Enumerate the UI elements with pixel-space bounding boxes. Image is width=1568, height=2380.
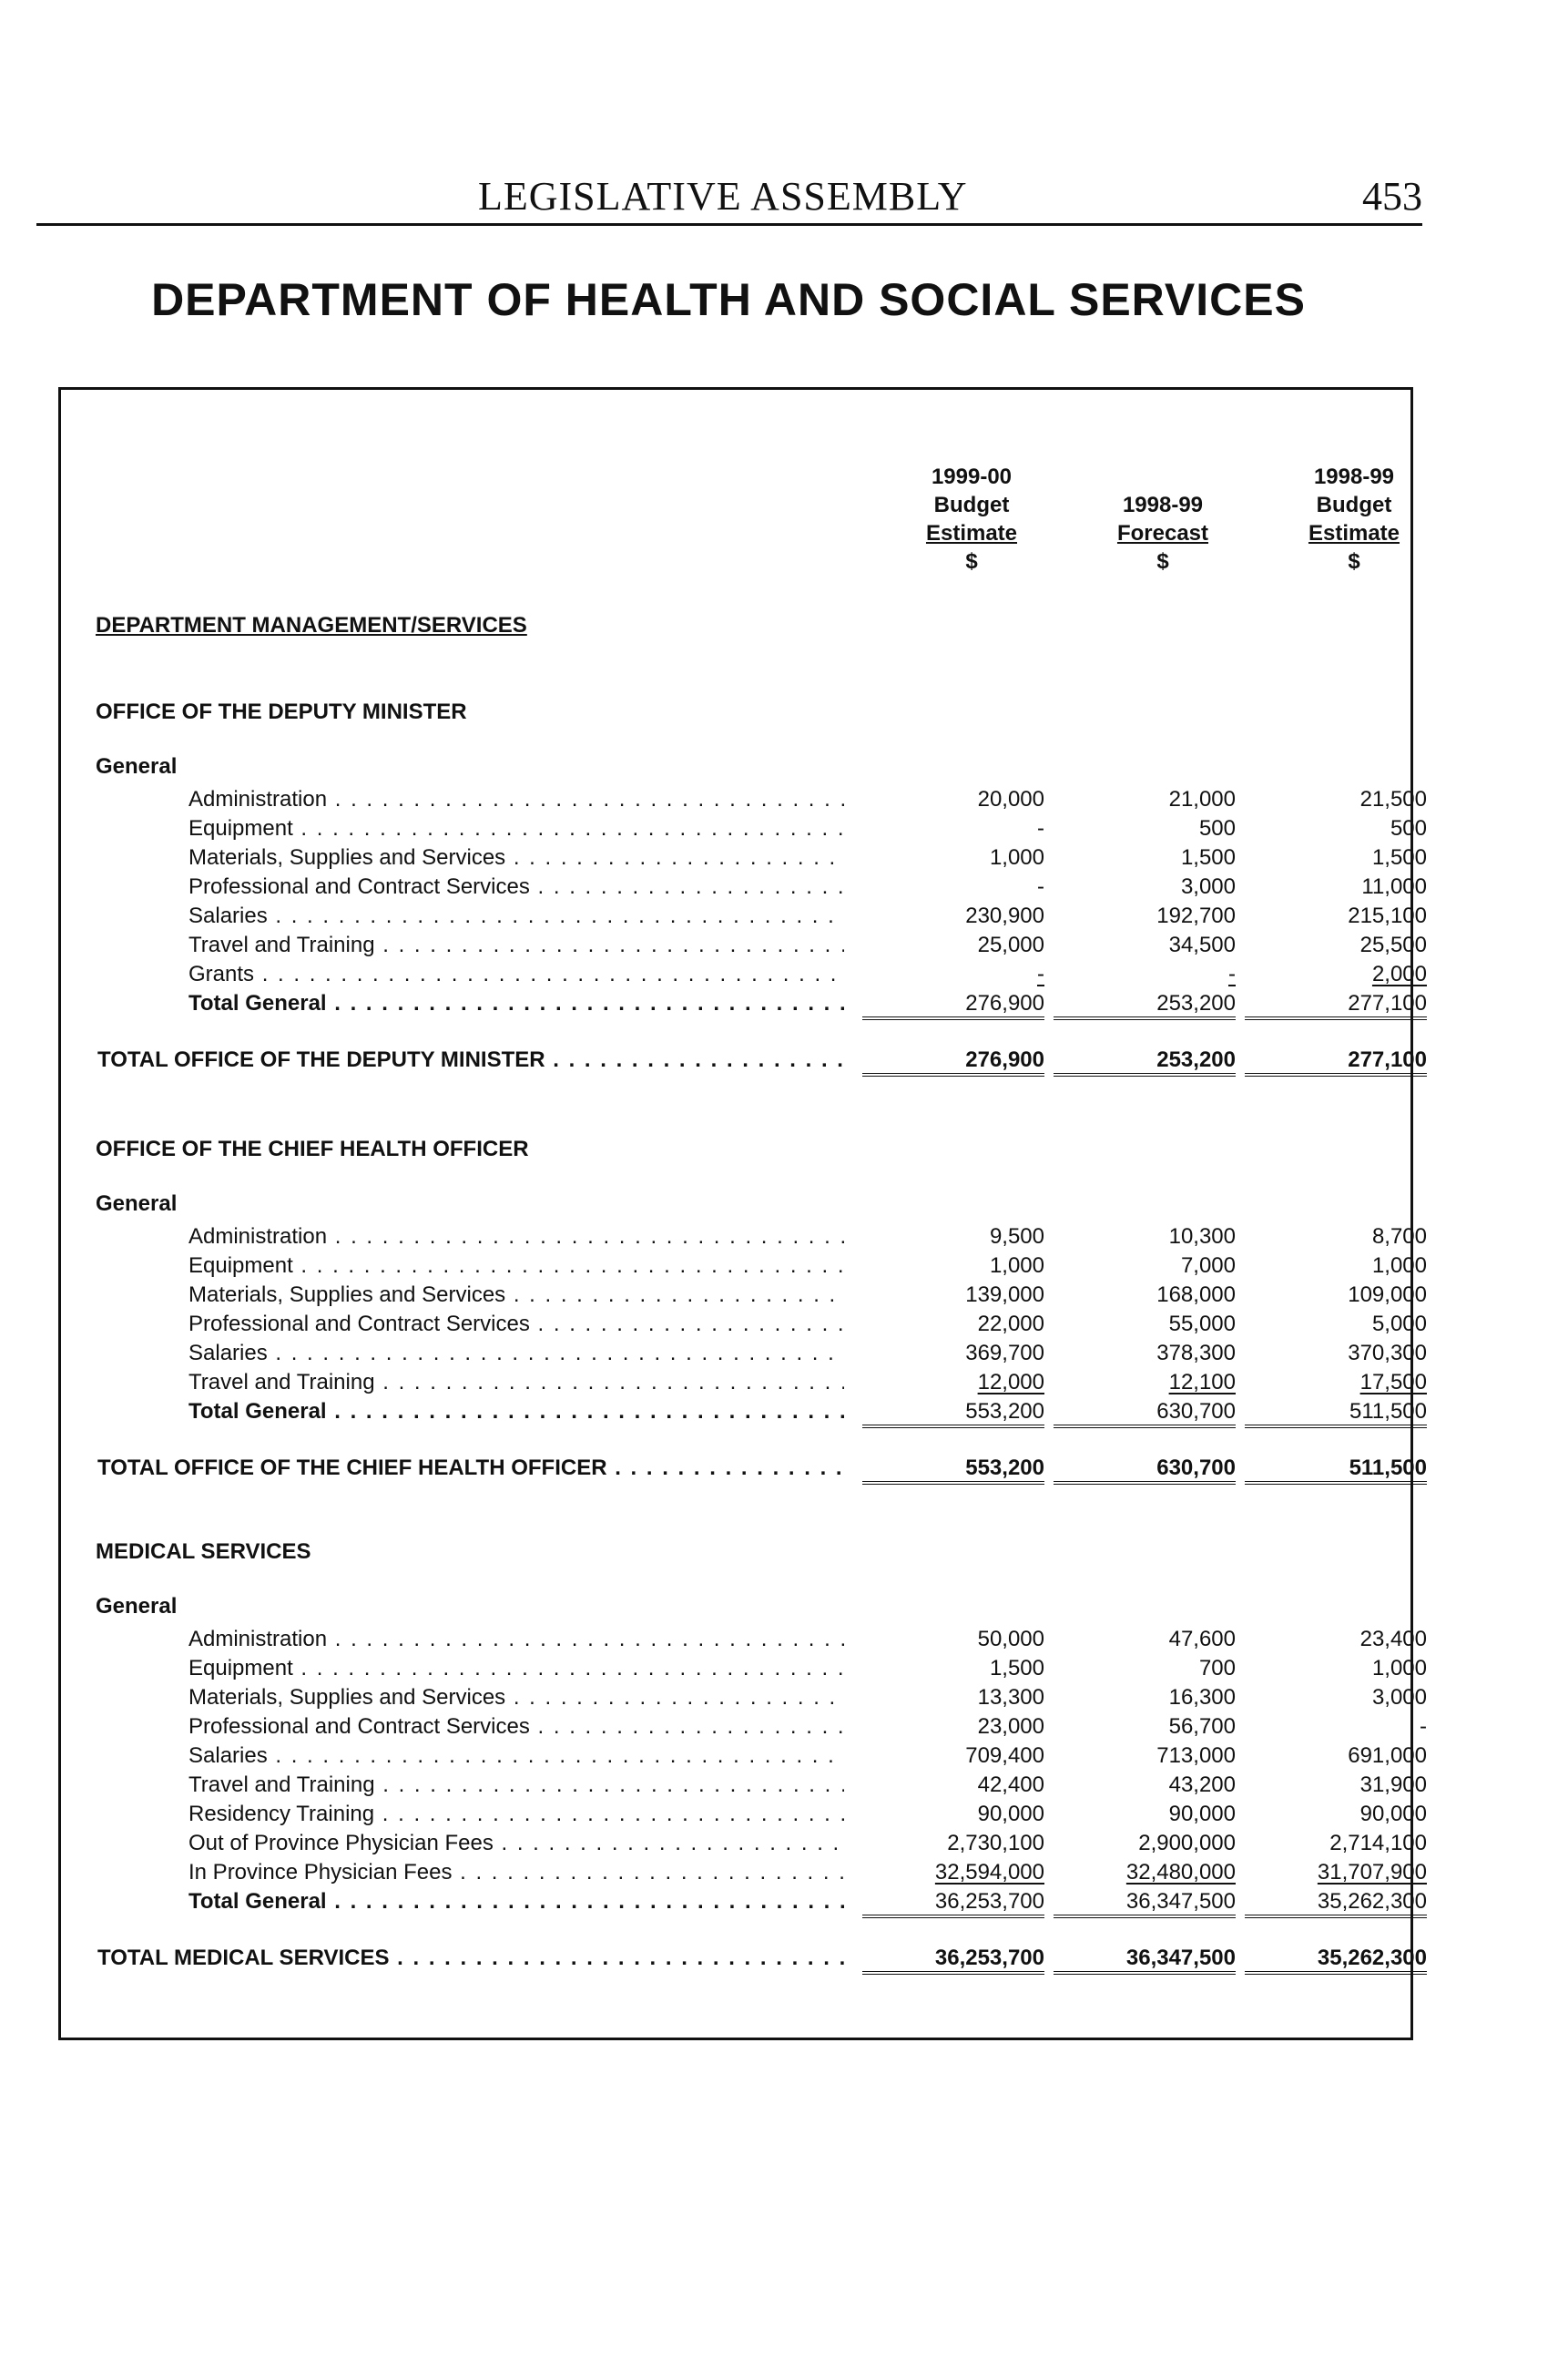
value-1999-00-estimate: 36,253,700 — [862, 1889, 1044, 1918]
value-1998-99-estimate: 109,000 — [1348, 1282, 1427, 1307]
value-1998-99-estimate: - — [1420, 1714, 1427, 1739]
value-1998-99-forecast: 700 — [1198, 1656, 1236, 1680]
value-1998-99-forecast: 36,347,500 — [1054, 1889, 1236, 1918]
table-row — [61, 845, 1427, 874]
value-1999-00-estimate: - — [1037, 816, 1044, 841]
value-1998-99-forecast: 43,200 — [1168, 1772, 1236, 1797]
value-1999-00-estimate: 276,900 — [862, 1047, 1044, 1077]
total-label: TOTAL OFFICE OF THE DEPUTY MINISTER . . . — [97, 1047, 844, 1073]
column-unit: $ — [1348, 549, 1360, 574]
value-1999-00-estimate: 9,500 — [989, 1224, 1044, 1249]
value-1999-00-estimate: 139,000 — [965, 1282, 1044, 1307]
value-1998-99-estimate: 17,500 — [1359, 1370, 1427, 1394]
row-label: In Province Physician Fees . . . — [188, 1860, 844, 1885]
value-1998-99-forecast: 192,700 — [1156, 904, 1236, 928]
value-1998-99-estimate: 35,262,300 — [1245, 1889, 1427, 1918]
table-row — [61, 1772, 1427, 1802]
value-1998-99-forecast: 1,500 — [1180, 845, 1236, 870]
value-1998-99-estimate: 511,500 — [1245, 1456, 1427, 1485]
section-subhead: General — [96, 1594, 178, 1619]
value-1999-00-estimate: - — [1037, 874, 1044, 899]
budget-table-frame — [58, 387, 1427, 2040]
value-1998-99-forecast: 7,000 — [1180, 1253, 1236, 1278]
row-label: Materials, Supplies and Services . . . — [188, 1685, 844, 1711]
table-row — [61, 1831, 1427, 1860]
value-1998-99-estimate: 1,500 — [1371, 845, 1427, 870]
section-title: MEDICAL SERVICES — [96, 1539, 311, 1564]
value-1998-99-forecast: 253,200 — [1054, 991, 1236, 1020]
value-1998-99-estimate: 691,000 — [1348, 1743, 1427, 1768]
value-1999-00-estimate: 369,700 — [965, 1341, 1044, 1365]
column-year: 1999-00 — [931, 465, 1013, 489]
subtotal-row — [61, 991, 1427, 1020]
value-1998-99-estimate: 2,000 — [1371, 962, 1427, 986]
section-total-row — [61, 1047, 1427, 1077]
row-label: Professional and Contract Services . . . — [188, 874, 844, 900]
value-1999-00-estimate: 709,400 — [965, 1743, 1044, 1768]
value-1999-00-estimate: 1,000 — [989, 845, 1044, 870]
value-1999-00-estimate: 1,000 — [989, 1253, 1044, 1278]
row-label: Salaries . . . — [188, 904, 844, 929]
section-total-row — [61, 1946, 1427, 1975]
table-row — [61, 1312, 1427, 1341]
table-row — [61, 933, 1427, 962]
column-unit: $ — [965, 549, 978, 574]
value-1998-99-forecast: 36,347,500 — [1054, 1946, 1236, 1975]
value-1999-00-estimate: 553,200 — [862, 1399, 1044, 1428]
row-label: Total General . . . — [188, 1399, 844, 1425]
value-1999-00-estimate: 13,300 — [977, 1685, 1044, 1710]
value-1998-99-estimate: 8,700 — [1371, 1224, 1427, 1249]
value-1998-99-estimate: 1,000 — [1371, 1656, 1427, 1680]
table-row — [61, 1802, 1427, 1831]
table-row — [61, 1224, 1427, 1253]
row-label: Materials, Supplies and Services . . . — [188, 1282, 844, 1308]
value-1999-00-estimate: 20,000 — [977, 787, 1044, 812]
value-1998-99-forecast: 168,000 — [1156, 1282, 1236, 1307]
table-row — [61, 1253, 1427, 1282]
value-1998-99-estimate: 2,714,100 — [1329, 1831, 1427, 1855]
value-1999-00-estimate: 25,000 — [977, 933, 1044, 957]
subtotal-row — [61, 1889, 1427, 1918]
row-label: Professional and Contract Services . . . — [188, 1312, 844, 1337]
value-1998-99-forecast: 3,000 — [1180, 874, 1236, 899]
row-label: Equipment . . . — [188, 1253, 844, 1279]
section-title: OFFICE OF THE CHIEF HEALTH OFFICER — [96, 1137, 529, 1161]
column-header-3 — [1245, 463, 1463, 576]
value-1998-99-forecast: 378,300 — [1156, 1341, 1236, 1365]
table-row — [61, 1282, 1427, 1312]
value-1998-99-forecast: 90,000 — [1168, 1802, 1236, 1826]
value-1998-99-forecast: 253,200 — [1054, 1047, 1236, 1077]
table-row — [61, 816, 1427, 845]
column-header-1 — [862, 463, 1081, 576]
value-1998-99-estimate: 500 — [1390, 816, 1427, 841]
value-1998-99-forecast: 32,480,000 — [1125, 1860, 1236, 1885]
value-1998-99-forecast: 10,300 — [1168, 1224, 1236, 1249]
value-1999-00-estimate: 1,500 — [989, 1656, 1044, 1680]
table-row — [61, 1743, 1427, 1772]
value-1998-99-forecast: 56,700 — [1168, 1714, 1236, 1739]
value-1998-99-estimate: 3,000 — [1371, 1685, 1427, 1710]
column-year: 1998-99 — [1122, 493, 1204, 517]
table-row — [61, 1656, 1427, 1685]
row-label: Travel and Training . . . — [188, 933, 844, 958]
subtotal-row — [61, 1399, 1427, 1428]
total-label: TOTAL OFFICE OF THE CHIEF HEALTH OFFICER . . . — [97, 1456, 844, 1481]
column-spacer — [1054, 463, 1272, 491]
value-1999-00-estimate: 276,900 — [862, 991, 1044, 1020]
table-row — [61, 1714, 1427, 1743]
row-label: Administration . . . — [188, 787, 844, 812]
value-1998-99-estimate: 370,300 — [1348, 1341, 1427, 1365]
value-1998-99-forecast: 713,000 — [1156, 1743, 1236, 1768]
value-1998-99-estimate: 35,262,300 — [1245, 1946, 1427, 1975]
table-row — [61, 1860, 1427, 1889]
value-1998-99-forecast: 500 — [1198, 816, 1236, 841]
column-type: Forecast — [1116, 521, 1209, 546]
column-year: 1998-99 — [1313, 465, 1395, 489]
value-1998-99-estimate: 511,500 — [1245, 1399, 1427, 1428]
value-1998-99-estimate: 25,500 — [1359, 933, 1427, 957]
table-row — [61, 1370, 1427, 1399]
value-1998-99-estimate: 277,100 — [1245, 991, 1427, 1020]
value-1998-99-forecast: 12,100 — [1168, 1370, 1236, 1394]
section-title: OFFICE OF THE DEPUTY MINISTER — [96, 700, 467, 724]
value-1999-00-estimate: 12,000 — [977, 1370, 1044, 1394]
table-row — [61, 1685, 1427, 1714]
value-1999-00-estimate: 553,200 — [862, 1456, 1044, 1485]
value-1999-00-estimate: 32,594,000 — [934, 1860, 1044, 1885]
value-1998-99-estimate: 11,000 — [1361, 874, 1427, 899]
value-1998-99-estimate: 277,100 — [1245, 1047, 1427, 1077]
division-title: DEPARTMENT MANAGEMENT/SERVICES — [96, 613, 527, 638]
running-head: LEGISLATIVE ASSEMBLY — [478, 174, 968, 219]
row-label: Equipment . . . — [188, 1656, 844, 1681]
value-1999-00-estimate: - — [1037, 962, 1044, 986]
value-1998-99-estimate: 90,000 — [1359, 1802, 1427, 1826]
value-1999-00-estimate: 230,900 — [965, 904, 1044, 928]
column-type: Estimate — [925, 521, 1018, 546]
table-row — [61, 962, 1427, 991]
section-total-row — [61, 1456, 1427, 1485]
value-1999-00-estimate: 90,000 — [977, 1802, 1044, 1826]
value-1998-99-forecast: 47,600 — [1168, 1627, 1236, 1651]
value-1999-00-estimate: 22,000 — [977, 1312, 1044, 1336]
column-kind: Budget — [1316, 493, 1392, 517]
value-1998-99-estimate: 215,100 — [1348, 904, 1427, 928]
page-title: DEPARTMENT OF HEALTH AND SOCIAL SERVICES — [151, 274, 1306, 325]
section-subhead: General — [96, 1191, 178, 1216]
table-row — [61, 787, 1427, 816]
column-unit: $ — [1156, 549, 1169, 574]
column-type: Estimate — [1308, 521, 1400, 546]
section-subhead: General — [96, 754, 178, 779]
row-label: Travel and Training . . . — [188, 1370, 844, 1395]
table-row — [61, 1341, 1427, 1370]
value-1998-99-forecast: 630,700 — [1054, 1399, 1236, 1428]
table-row — [61, 1627, 1427, 1656]
row-label: Materials, Supplies and Services . . . — [188, 845, 844, 871]
value-1998-99-forecast: 55,000 — [1168, 1312, 1236, 1336]
value-1998-99-estimate: 31,707,900 — [1317, 1860, 1427, 1885]
row-label: Total General . . . — [188, 991, 844, 1016]
value-1999-00-estimate: 50,000 — [977, 1627, 1044, 1651]
row-label: Equipment . . . — [188, 816, 844, 842]
row-label: Salaries . . . — [188, 1341, 844, 1366]
table-row — [61, 904, 1427, 933]
value-1998-99-estimate: 5,000 — [1371, 1312, 1427, 1336]
value-1998-99-forecast: 16,300 — [1168, 1685, 1236, 1710]
row-label: Administration . . . — [188, 1224, 844, 1250]
value-1998-99-estimate: 21,500 — [1359, 787, 1427, 812]
value-1998-99-estimate: 31,900 — [1359, 1772, 1427, 1797]
row-label: Out of Province Physician Fees . . . — [188, 1831, 844, 1856]
value-1999-00-estimate: 23,000 — [977, 1714, 1044, 1739]
row-label: Residency Training . . . — [188, 1802, 844, 1827]
value-1998-99-forecast: 2,900,000 — [1138, 1831, 1236, 1855]
page-number: 453 — [1362, 174, 1422, 219]
value-1998-99-forecast: - — [1228, 962, 1236, 986]
row-label: Administration . . . — [188, 1627, 844, 1652]
column-kind: Budget — [933, 493, 1010, 517]
column-header-2 — [1054, 463, 1272, 576]
page-header — [36, 173, 1422, 226]
row-label: Travel and Training . . . — [188, 1772, 844, 1798]
value-1999-00-estimate: 2,730,100 — [947, 1831, 1044, 1855]
value-1998-99-forecast: 21,000 — [1168, 787, 1236, 812]
value-1998-99-estimate: 23,400 — [1359, 1627, 1427, 1651]
total-label: TOTAL MEDICAL SERVICES . . . — [97, 1946, 844, 1971]
row-label: Grants . . . — [188, 962, 844, 987]
row-label: Total General . . . — [188, 1889, 844, 1915]
row-label: Professional and Contract Services . . . — [188, 1714, 844, 1740]
value-1998-99-forecast: 630,700 — [1054, 1456, 1236, 1485]
value-1999-00-estimate: 36,253,700 — [862, 1946, 1044, 1975]
row-label: Salaries . . . — [188, 1743, 844, 1769]
value-1999-00-estimate: 42,400 — [977, 1772, 1044, 1797]
value-1998-99-estimate: 1,000 — [1371, 1253, 1427, 1278]
value-1998-99-forecast: 34,500 — [1168, 933, 1236, 957]
table-row — [61, 874, 1427, 904]
